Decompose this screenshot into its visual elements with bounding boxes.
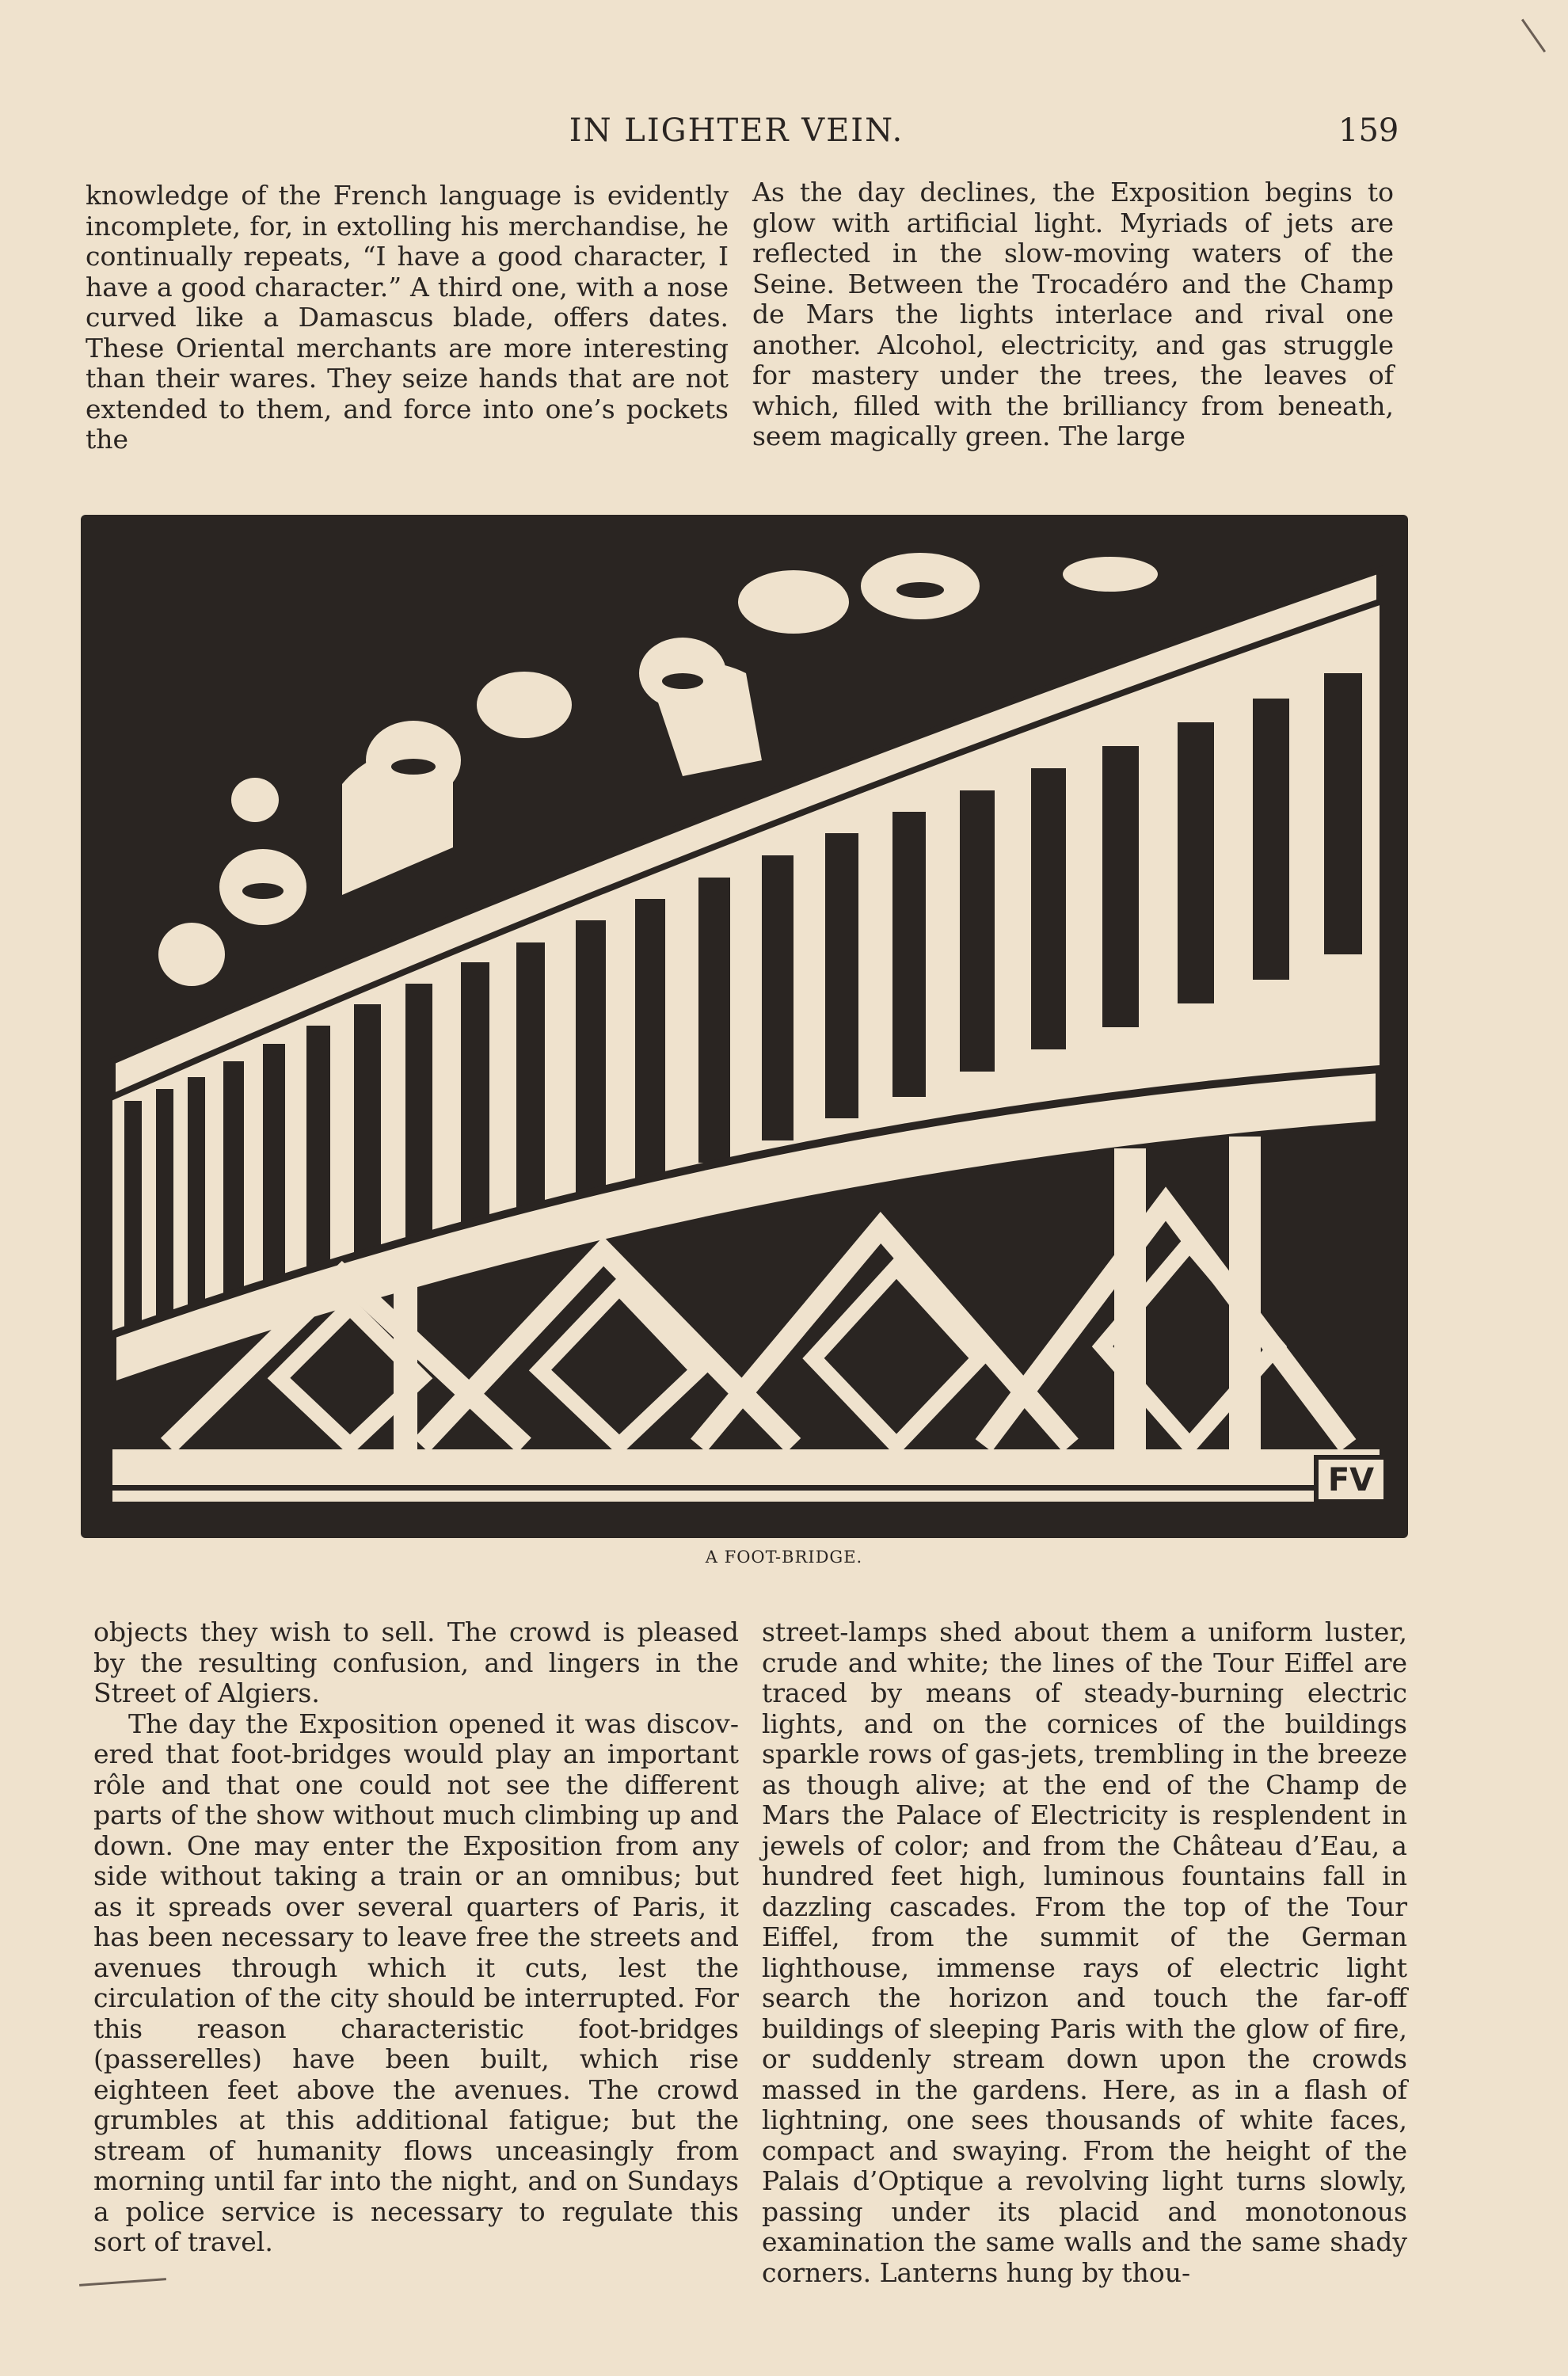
text-column-bottom-right: [762, 1617, 1407, 2288]
woodcut-illustration-footbridge: [81, 515, 1408, 1538]
page-corner-mark: [1521, 19, 1546, 53]
paragraph: The day the Exposition opened it was discovered that foot-bridges would play an important rôle and that one could not see the different parts of the show without much climbing up and down. One may enter the Exposition from any side without taking a train or an omnibus; but as it spreads over several quarters of Paris, it has been necessary to leave free the streets and avenues through which it cuts, lest the circulation of the city should be interrupted. For this reason characteristic foot-bridges (passerelles) have been built, which rise eighteen feet above the avenues. The crowd grumbles at this additional fatigue; but the stream of humanity flows unceasingly from morning until far into the night, and on Sundays a police service is necessary to regulate this sort of travel.: [93, 1708, 739, 2257]
paragraph: As the day declines, the Exposition begins to glow with artificial light. Myriads of jets are reflected in the slow-moving waters of the Seine. Between the Trocadéro and the Champ de Mars the lights interlace and rival one another. Alcohol, electricity, and gas struggle for mastery under the trees, the leaves of which, filled with the brilliancy from beneath, seem magically green. The large: [752, 177, 1394, 451]
illustration-caption: A FOOT-BRIDGE.: [705, 1548, 863, 1567]
woodcut-artwork: [81, 515, 1408, 1538]
paragraph: objects they wish to sell. The crowd is pleased by the resulting confusion, and lingers in the Street of Algiers.: [93, 1616, 739, 1708]
artist-monogram: FV: [1327, 1462, 1375, 1498]
text-column-bottom-left: [93, 1617, 739, 2258]
paragraph: knowledge of the French language is evidently incomplete, for, in extolling his merchandise, he continually repeats, “I have a good character, I have a good character.” A third one, with a nose curved like a Damascus blade, offers dates. These Oriental merchants are more interesting than their wares. They seize hands that are not extended to them, and force into one’s pockets the: [86, 180, 729, 455]
paragraph: street-lamps shed about them a uniform luster, crude and white; the lines of the Tour Eiffel are traced by means of steady-burning electric lights, and on the cornices of the buildings sparkle rows of gas-jets, trembling in the breeze as though alive; at the end of the Champ de Mars the Palace of Electricity is resplendent in jewels of color; and from the Château d’Eau, a hundred feet high, luminous fountains fall in dazzling cascades. From the top of the Tour Eiffel, from the summit of the German lighthouse, immense rays of electric light search the horizon and touch the far-off buildings of sleeping Paris with the glow of fire, or suddenly stream down upon the crowds massed in the gardens. Here, as in a flash of lightning, one sees thousands of white faces, compact and swaying. From the height of the Palais d’Optique a revolving light turns slowly, passing under its placid and monotonous examination the same walls and the same shady corners. Lanterns hung by thou-: [762, 1616, 1407, 2288]
text-column-top-left: [86, 181, 729, 455]
text-column-top-right: [752, 177, 1394, 452]
page-edge-mark: [79, 2278, 166, 2287]
running-header-title: IN LIGHTER VEIN.: [569, 112, 904, 149]
page-number: 159: [1338, 112, 1399, 149]
